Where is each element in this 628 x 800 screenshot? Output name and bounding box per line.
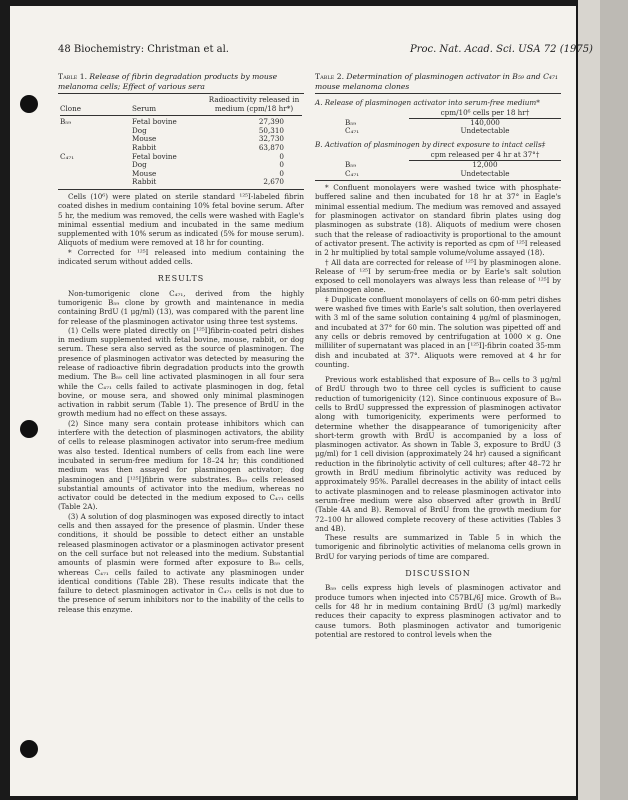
table2-bottom-rule [315,180,561,181]
discussion-paragraph-1: B₅₉ cells express high levels of plasminogen activator and produce tumors when injected into C57BL/6J mice. Growth of B₅₉ cells for 48 hr in medium containing BrdU (3 μg/ml) markedly reduces their capacity to express plasminogen activator and to cause tumors. Both plasminogen activator and tumorigenic potential are restored to control levels when the [315,583,561,639]
body-paragraph-2: These results are summarized in Table 5 in which the tumorigenic and fibrinolytic activities of melanoma cells grown in BrdU for varying periods of time are compared. [315,533,561,561]
table1-col-radioactivity: Radioactivity released in medium (cpm/18 hr*) [208,95,300,113]
table1-header-rule [60,115,302,116]
left-column [58,72,304,614]
table2-top-rule [315,93,561,94]
table-cell: 2,670 [263,177,284,187]
table-cell: 32,730 [258,134,284,144]
table-cell: 12,000 [472,159,498,169]
table1-col-serum: Serum [132,103,157,113]
table1-notes [58,192,304,266]
table-cell: 0 [279,168,284,178]
table-cell: 63,870 [258,142,284,152]
table2-footnote-3: ‡ Duplicate confluent monolayers of cells on 60-mm petri dishes were washed five times with Earle's salt solution, then overlayered with 3 ml of the same solution containing 4 μg/ml of plasminogen, and incubated at 37° for 60 min. The solution was pipetted off and any cells or debris removed by centrifugation at 1000 × g. One milliliter of supernatant was placed in an [¹²⁵I]-fibrin coated 35-mm dish and incubated at 37°. Aliquots were removed at 4 hr for counting. [315,294,561,369]
table2-section-b-title: B. Activation of plasminogen by direct exposure to intact cells‡ [315,140,546,150]
table-cell [58,135,112,144]
table2-col-a: cpm/10⁶ cells per 18 hr† [409,109,561,118]
table2-label: Table 2. [315,72,344,81]
scanner-edge-shadow [600,0,628,800]
table1-label: Table 1. [58,72,87,81]
table-row [58,178,304,187]
results-paragraph-1: Non-tumorigenic clone C₄₇₁, derived from the highly tumorigenic B₅₉ clone by growth and maintenance in media containing BrdU (1 μg/ml) (13), was compared with the parent line for release of the plasminogen activator using three test systems. [58,288,304,326]
binder-hole-top [20,95,38,113]
table-cell: Rabbit [132,177,157,187]
table-cell [58,161,112,170]
table-cell: B₅₉ [60,117,72,127]
binder-hole-bottom [20,740,38,758]
table-row [58,144,304,153]
discussion-heading: DISCUSSION [405,569,471,579]
table2-footnotes [315,183,561,369]
table-cell: Fetal bovine [132,151,177,161]
table-row [315,127,561,136]
table1 [58,96,304,187]
table-cell: 140,000 [470,117,500,127]
table-cell [58,170,112,179]
binder-hole-middle [20,420,38,438]
table-cell: C₄₇₁ [60,151,75,161]
table1-bottom-rule [58,189,304,190]
table-cell: Dog [132,125,147,135]
table-cell: C₄₇₁ [345,168,360,178]
table-cell [58,178,112,187]
table1-footnote: * Corrected for ¹²⁵I released into medium containing the indicated serum without added cells. [58,247,304,267]
table-cell: 0 [279,160,284,170]
results-paragraph-2: (1) Cells were plated directly on [¹²⁵I]fibrin-coated petri dishes in medium supplemented with fetal bovine, mouse, rabbit, or dog serum. These sera also served as the source of plasminogen. The presence of plasminogen activator was detected by measuring the release of radioactive fibrin degradation products into the growth medium. The B₅₉ cell line activated plasminogen in all four sera while the C₄₇₁ cells failed to activate plasminogen in dog, fetal bovine, or mouse sera, and showed only minimal plasminogen activation in rabbit serum (Table 1). The presence of BrdU in the growth medium had no effect on these assays. [58,325,304,419]
table-cell: 27,390 [258,117,284,127]
results-paragraph-4: (3) A solution of dog plasminogen was exposed directly to intact cells and then assayed for the presence of plasmin. Under these conditions, it should be possible to detect either an unstable released plasminogen activator or a plasminogen activator present on the cell surface but not released into the medium. Substantial amounts of plasmin were formed after exposure to B₅₉ cells, whereas C₄₇₁ cells failed to activate any plasminogen under identical conditions (Table 2B). These results indicate that the failure to detect plasminogen activator in C₄₇₁ cells is not due to the presence of serum inhibitors nor to the inability of the cells to release this enzyme. [58,511,304,614]
table-cell: Fetal bovine [132,117,177,127]
table-cell: Rabbit [132,142,157,152]
table-cell: 50,310 [258,125,284,135]
table2-title: Determination of plasminogen activator in B₅₉ and C₄₇₁ mouse melanoma clones [315,72,559,91]
table1-caption [58,72,304,91]
table2-caption [315,72,561,91]
table-row [315,170,561,179]
body-paragraph-1: Previous work established that exposure of B₅₉ cells to 3 μg/ml of BrdU through two to three cell cycles is sufficient to cause reduction of tumorigenicity (12). Since continuous exposure of B₅₉ cells to BrdU suppressed the expression of plasminogen activator along with tumorigenicity, experiments were performed to determine whether the disappearance of tumorigenicity after short-term growth with BrdU is accompanied by a loss of plasminogen activator. As shown in Table 3, exposure to BrdU (3 μg/ml) for 1 cell division (approximately 24 hr) caused a significant reduction in the fibrinolytic activity of cell cultures; after 48–72 hr growth in BrdU medium fibrinolytic activity was reduced by approximately 95%. Parallel decreases in the ability of intact cells to activate plasminogen and to release plasminogen activator into serum-free medium were also observed after growth in BrdU (Table 4A and B). Removal of BrdU from the growth medium for 72–100 hr allowed complete recovery of these activities (Tables 3 and 4B). [315,375,561,533]
table-cell: Mouse [132,134,157,144]
table-cell: Mouse [132,168,157,178]
table-cell: Dog [132,160,147,170]
running-header-right: Proc. Nat. Acad. Sci. USA 72 (1975) [410,44,593,55]
table2-col-b: cpm released per 4 hr at 37°† [409,151,561,160]
results-heading: RESULTS [157,274,205,284]
table1-col-clone: Clone [60,103,82,113]
table-cell: C₄₇₁ [345,126,360,136]
table-row [58,161,304,170]
table2-footnote-2: † All data are corrected for release of ¹²⁵I by plasminogen alone. Release of ¹²⁵I by serum-free media or by Earle's salt solution exposed to cell monolayers was always less than release of ¹²⁵I by plasminogen alone. [315,257,561,295]
table-cell: Undetectable [460,168,510,178]
table1-top-rule [58,93,304,94]
table1-header-row [58,96,304,113]
table-cell [58,127,112,136]
running-header-left: 48 Biochemistry: Christman et al. [58,44,229,55]
table2-section-a-title: A. Release of plasminogen activator into serum-free medium* [315,98,540,107]
table-row [58,153,304,162]
table1-note: Cells (10⁶) were plated on sterile standard ¹²⁵I-labeled fibrin coated dishes in medium containing 10% fetal bovine serum. After 5 hr, the medium was removed, the cells were washed with Eagle's minimal essential medium and incubated in the same medium supplemented with 10% serum as indicated (5% for mouse serum). Aliquots of medium were removed at 18 hr for counting. [58,191,304,248]
right-column [315,72,561,639]
table-cell: 0 [279,151,284,161]
table-cell: Undetectable [460,126,510,136]
table-cell: B₅₉ [345,117,357,127]
table2-footnote-1: * Confluent monolayers were washed twice with phosphate-buffered saline and then incubated for 18 hr at 37° in Eagle's minimal essential medium. The medium was removed and assayed for plasminogen activator on standard fibrin plates using dog plasminogen as substrate (18). Aliquots of medium were chosen such that the release of radioactivity is proportional to the amount of activator present. The activity is reported as cpm of ¹²⁵I released in 2 hr multiplied by total sample volume/volume assayed (18). [315,183,561,258]
table2-section-b [315,151,561,178]
table2-section-a [315,109,561,136]
table1-title: Release of fibrin degradation products by mouse melanoma cells; Effect of various sera [58,72,278,91]
table-cell: B₅₉ [345,159,357,169]
results-paragraph-3: (2) Since many sera contain protease inhibitors which can interfere with the detection of plasminogen activators, the ability of cells to release plasminogen activator into serum-free medium was also tested. Identical numbers of cells from each line were incubated in serum-free medium for 18–24 hr; this conditioned medium was then assayed for plasminogen activator; dog plasminogen and [¹²⁵I]fibrin were substrates. B₅₉ cells released substantial amounts of activator into the medium, whereas no activator could be detected in the medium exposed to C₄₇₁ cells (Table 2A). [58,418,304,512]
